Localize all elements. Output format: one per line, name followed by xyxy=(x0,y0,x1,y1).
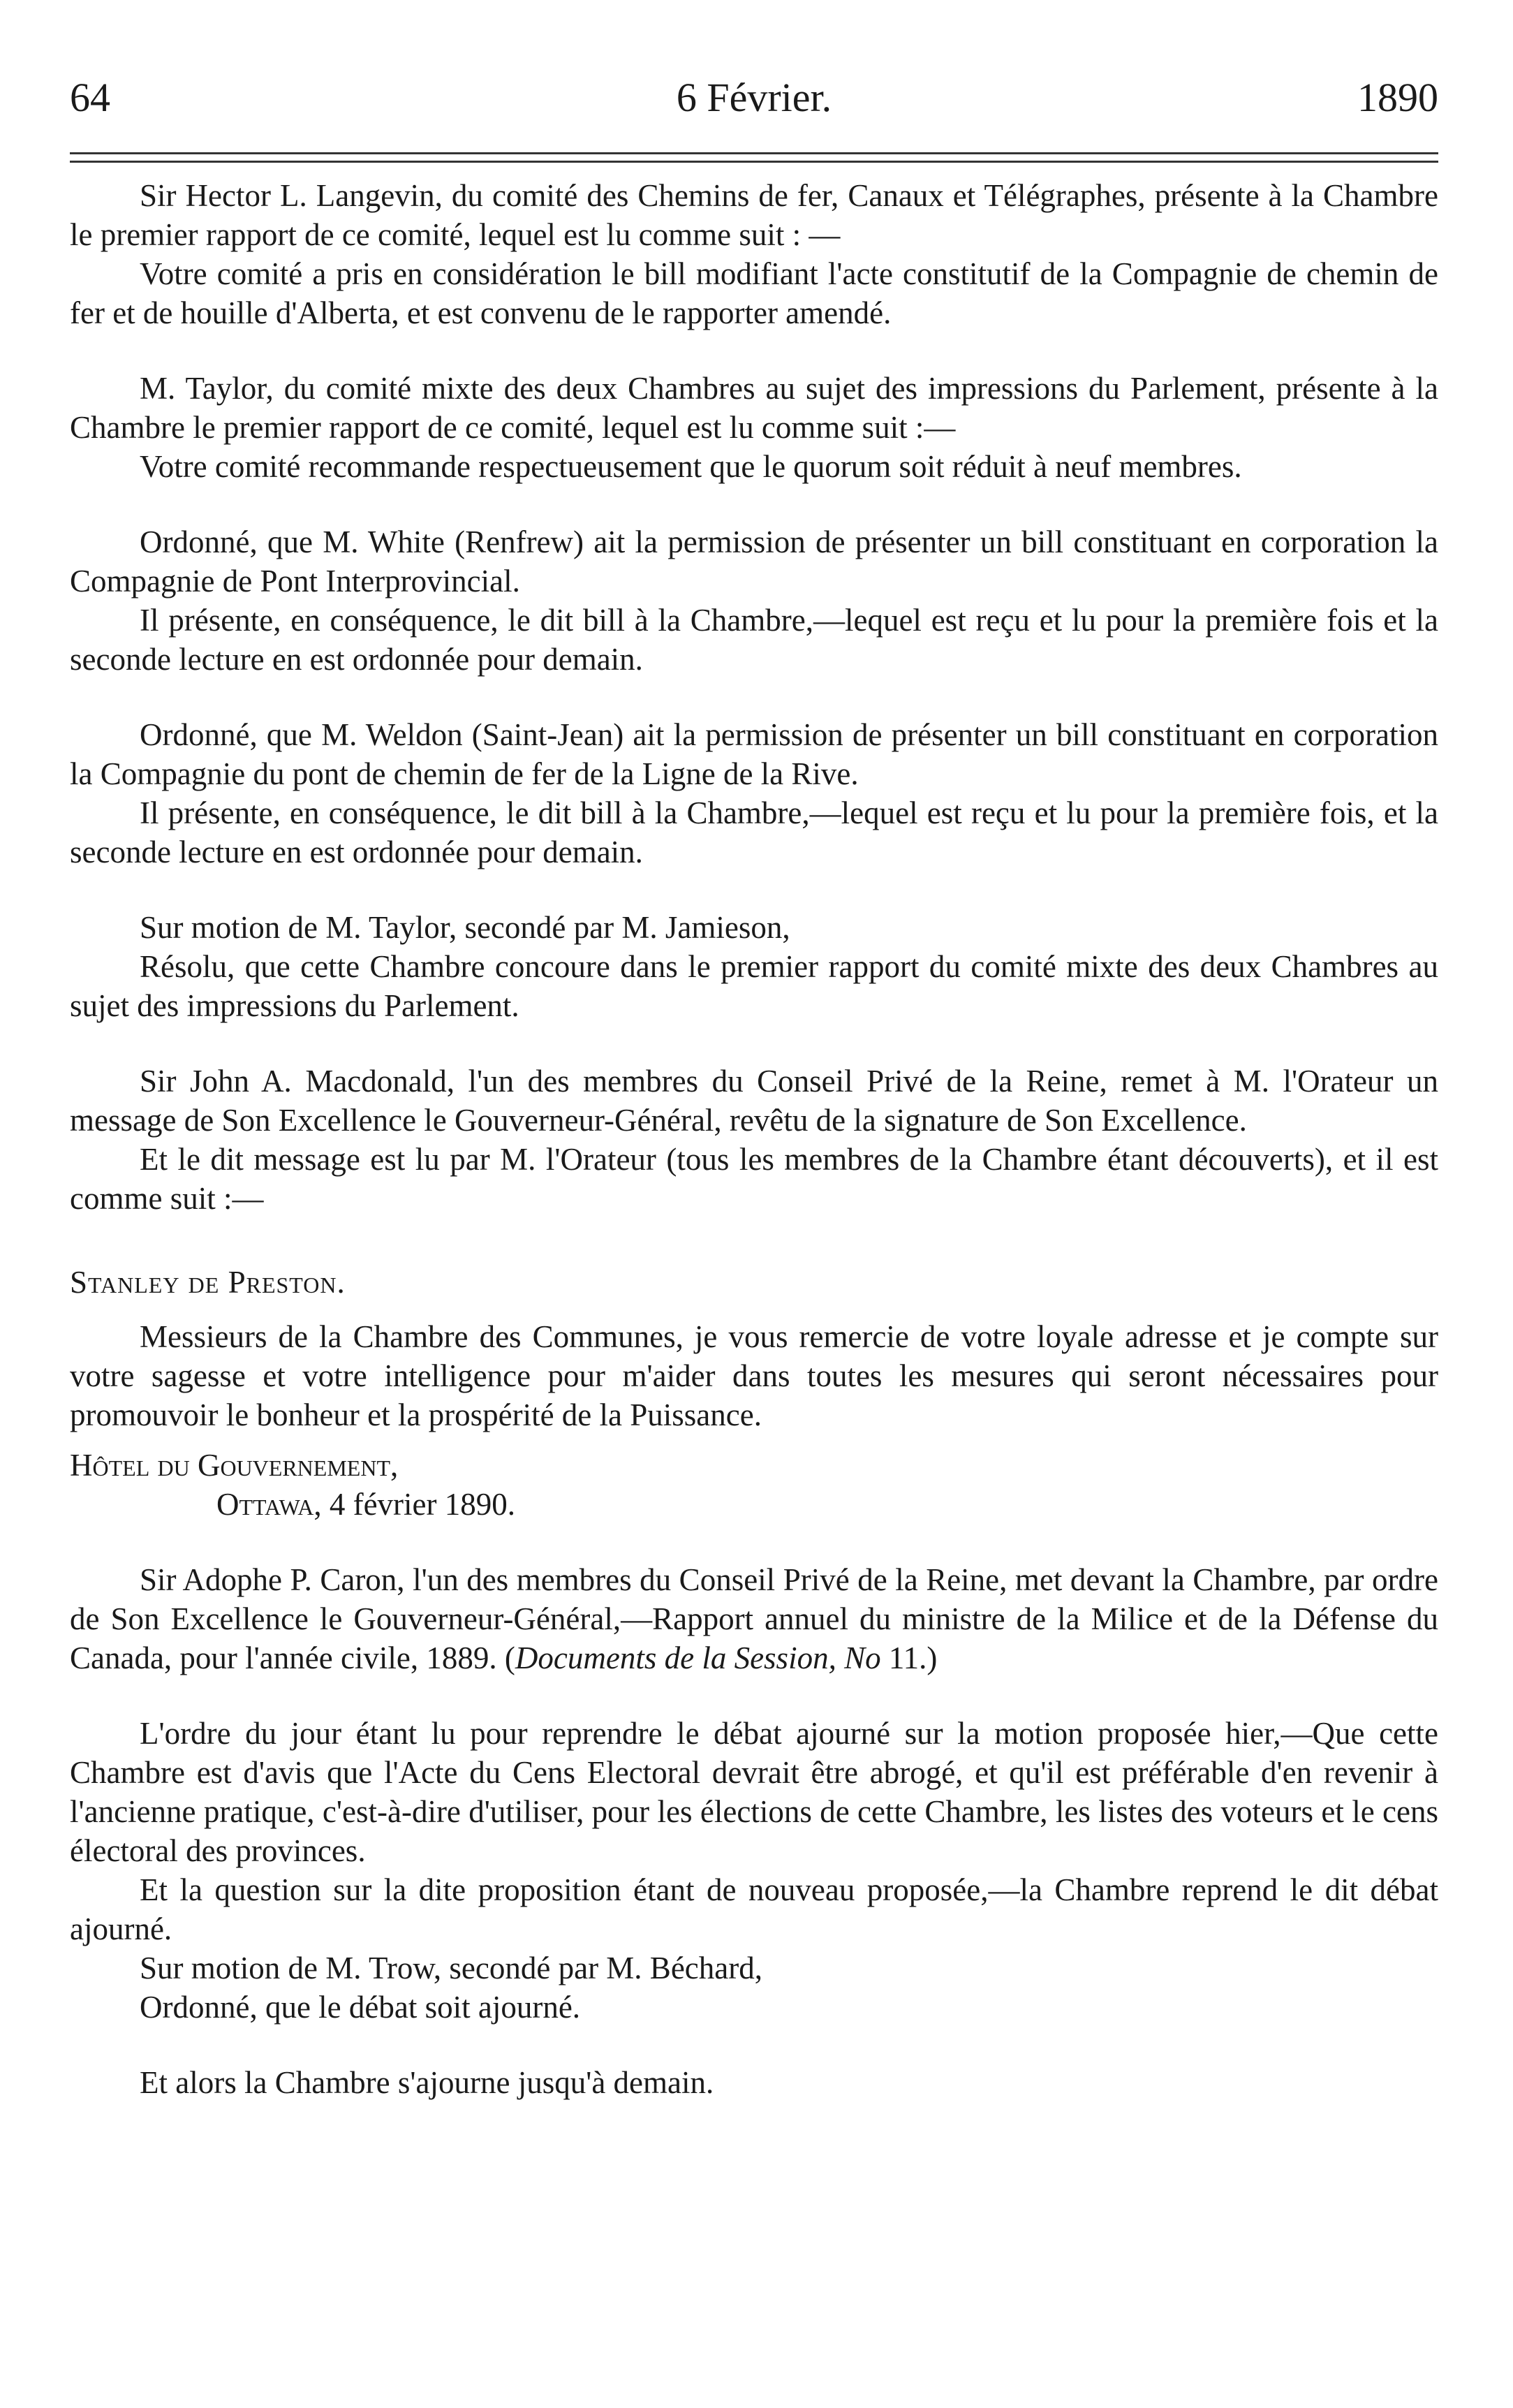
paragraph-line: Il présente, en conséquence, le dit bill à la Chambre,—lequel est reçu et lu pour la première fois, et la seconde lecture en est ordonnée pour demain. xyxy=(70,795,1438,869)
message-signatory: Stanley de Preston. xyxy=(70,1265,346,1300)
city-name: Ottawa, xyxy=(216,1487,322,1522)
paragraph-line: Et alors la Chambre s'ajourne jusqu'à demain. xyxy=(140,2065,714,2100)
paragraph-line: Ordonné, que M. White (Renfrew) ait la permission de présenter un bill constituant en corporation la Compagnie de Pont Interprovincial. xyxy=(70,524,1438,599)
paragraph-line: Sur motion de M. Taylor, secondé par M. Jamieson, xyxy=(140,910,790,945)
paragraph-line: Sir Hector L. Langevin, du comité des Chemins de fer, Canaux et Télégraphes, présente à la Chambre le premier rapport de ce comité, lequel est lu comme suit : — xyxy=(70,178,1438,252)
paragraph-line: Messieurs de la Chambre des Communes, je vous remercie de votre loyale adresse et je compte sur votre sagesse et votre intelligence pour m'aider dans toutes les mesures qui seront nécessaires pour promouvoir le bonheur et la prospérité de la Puissance. xyxy=(70,1319,1438,1432)
header-date: 6 Février. xyxy=(676,75,832,120)
paragraph-line: Sir John A. Macdonald, l'un des membres du Conseil Privé de la Reine, remet à M. l'Orateur un message de Son Excellence le Gouverneur-Général, revêtu de la signature de Son Excellence. xyxy=(70,1064,1438,1138)
page-header xyxy=(70,70,1438,126)
paragraph-line: Ordonné, que M. Weldon (Saint-Jean) ait la permission de présenter un bill constituant en corporation la Compagnie du pont de chemin de fer de la Ligne de la Rive. xyxy=(70,717,1438,791)
paragraph-white-bill xyxy=(70,522,1438,679)
paragraph-line xyxy=(70,1560,1438,1677)
paragraph-line: Et le dit message est lu par M. l'Orateur (tous les membres de la Chambre étant découverts), et il est comme suit :— xyxy=(70,1142,1438,1216)
sessional-doc-number: 11.) xyxy=(880,1640,938,1675)
header-year: 1890 xyxy=(1357,75,1438,120)
paragraph-adjournment xyxy=(70,2063,1438,2102)
paragraph-macdonald-message xyxy=(70,1062,1438,1218)
header-double-rule xyxy=(70,152,1438,163)
paragraph-line: Ordonné, que le débat soit ajourné. xyxy=(140,1990,581,2025)
paragraph-governor-message xyxy=(70,1317,1438,1434)
sessional-doc-ref: Documents de la Session, No xyxy=(515,1640,881,1675)
message-place-date xyxy=(70,1446,1438,1524)
paragraph-line: Il présente, en conséquence, le dit bill à la Chambre,—lequel est reçu et lu pour la première fois et la seconde lecture en est ordonnée pour demain. xyxy=(70,603,1438,677)
paragraph-line: L'ordre du jour étant lu pour reprendre le débat ajourné sur la motion proposée hier,—Que cette Chambre est d'avis que l'Acte du Cens Electoral devrait être abrogé, et qu'il est préférable d'en revenir à l'ancienne pratique, c'est-à-dire d'utiliser, pour les élections de cette Chambre, les listes des voteurs et le cens électoral des provinces. xyxy=(70,1716,1438,1868)
place-line: Hôtel du Gouvernement, xyxy=(70,1448,399,1483)
city-date-line xyxy=(70,1485,1438,1524)
paragraph-electoral-debate xyxy=(70,1714,1438,2027)
paragraph-langevin-report xyxy=(70,176,1438,332)
caron-text: Sir Adophe P. Caron, l'un des membres du Conseil Privé de la Reine, met devant la Chambre, par ordre de Son Excellence le Gouverneur-Général,—Rapport annuel du ministre de la Milice et de la Défense du Canada, pour l'année civile, 1889. ( xyxy=(70,1562,1438,1675)
message-date: 4 février 1890. xyxy=(321,1487,515,1522)
document-page xyxy=(70,70,1438,2100)
paragraph-caron-report xyxy=(70,1560,1438,1677)
paragraph-taylor-motion xyxy=(70,908,1438,1025)
paragraph-line: Votre comité recommande respectueusement que le quorum soit réduit à neuf membres. xyxy=(140,449,1242,484)
paragraph-line: Votre comité a pris en considération le bill modifiant l'acte constitutif de la Compagnie de chemin de fer et de houille d'Alberta, et est convenu de le rapporter amendé. xyxy=(70,256,1438,330)
paragraph-line: Sur motion de M. Trow, secondé par M. Béchard, xyxy=(140,1951,762,1985)
paragraph-line: Et la question sur la dite proposition étant de nouveau proposée,—la Chambre reprend le dit débat ajourné. xyxy=(70,1872,1438,1946)
page-number: 64 xyxy=(70,75,110,120)
paragraph-line: Résolu, que cette Chambre concoure dans le premier rapport du comité mixte des deux Chambres au sujet des impressions du Parlement. xyxy=(70,949,1438,1023)
paragraph-taylor-report xyxy=(70,369,1438,486)
document-body xyxy=(70,176,1438,2138)
paragraph-weldon-bill xyxy=(70,715,1438,872)
paragraph-line: M. Taylor, du comité mixte des deux Chambres au sujet des impressions du Parlement, présente à la Chambre le premier rapport de ce comité, lequel est lu comme suit :— xyxy=(70,371,1438,445)
